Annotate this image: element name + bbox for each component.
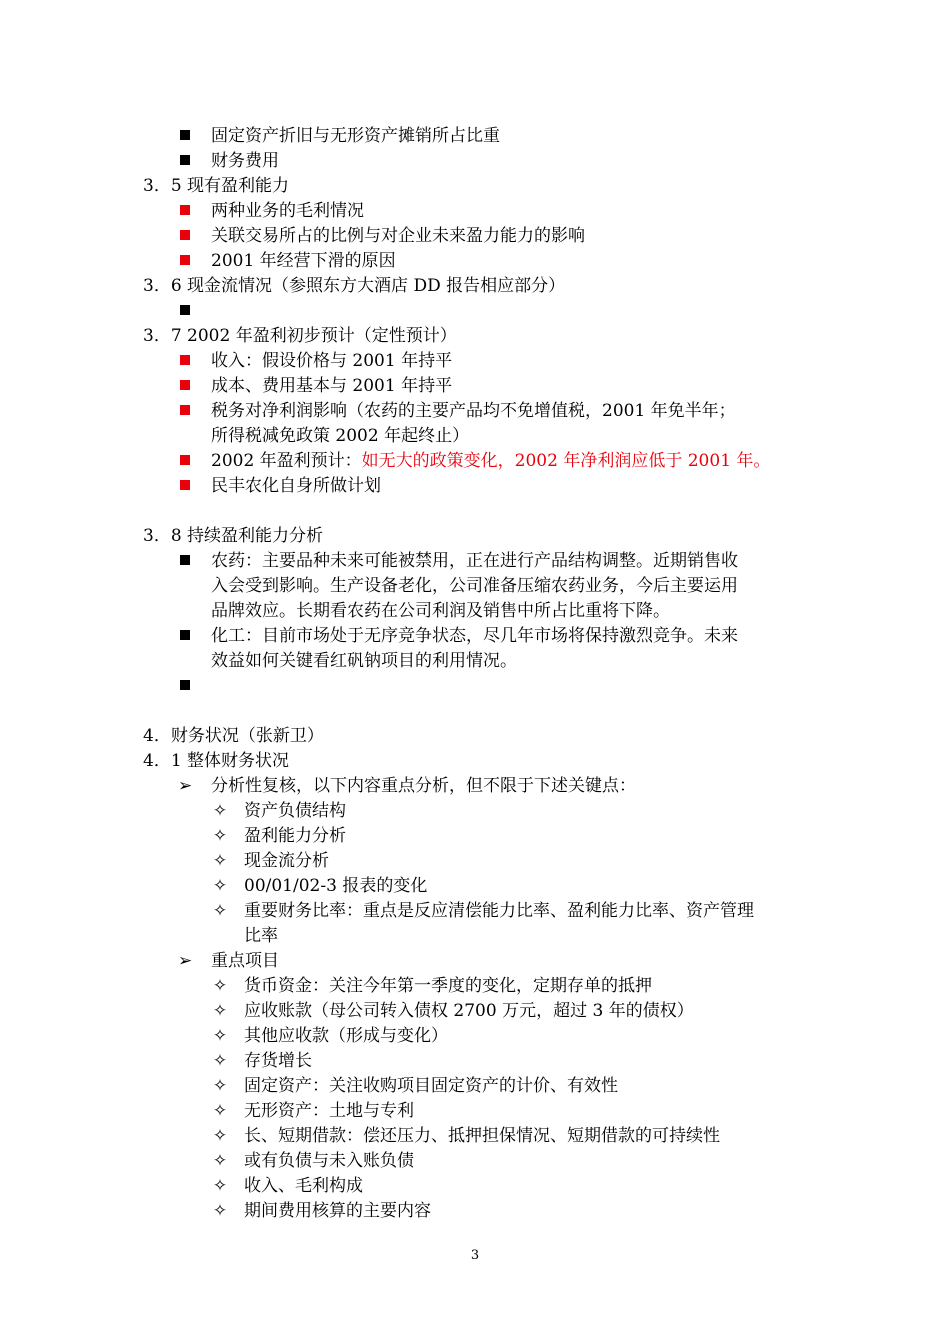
list-item-text — [211, 624, 738, 649]
list-item-text — [244, 999, 694, 1024]
list-item-text — [211, 199, 364, 224]
list-item-text — [211, 474, 381, 499]
list-item — [0, 1199, 950, 1224]
item-text: 固定资产折旧与无形资产摊销所占比重 — [211, 126, 500, 146]
diamond-star-bullet-icon: ✧ — [212, 1126, 228, 1146]
list-item — [0, 474, 950, 499]
diamond-star-bullet-icon: ✧ — [212, 1151, 228, 1171]
list-item-text — [211, 349, 452, 374]
section-heading: 4．财务状况（张新卫） — [143, 726, 324, 746]
red-square-bullet-icon — [178, 199, 192, 224]
item-text: 所得税减免政策 2002 年起终止） — [211, 426, 470, 446]
list-item — [0, 949, 950, 974]
page-number: 3 — [470, 1248, 480, 1263]
list-item-text — [211, 549, 738, 574]
red-square-bullet-icon — [178, 224, 192, 249]
item-text: 农药：主要品种未来可能被禁用，正在进行产品结构调整。近期销售收 — [211, 551, 738, 571]
section-heading: 3．5 现有盈利能力 — [143, 176, 290, 196]
list-item-text — [244, 974, 652, 999]
list-item-text — [244, 1049, 312, 1074]
list-item — [0, 1149, 950, 1174]
list-item — [0, 974, 950, 999]
list-item — [0, 849, 950, 874]
item-text: 成本、费用基本与 2001 年持平 — [211, 376, 453, 396]
item-text: 或有负债与未入账负债 — [244, 1151, 414, 1171]
list-item — [0, 799, 950, 824]
item-text: 化工：目前市场处于无序竞争状态，尽几年市场将保持激烈竞争。未来 — [211, 626, 738, 646]
arrow-bullet-icon: ➢ — [178, 951, 193, 971]
list-item — [0, 674, 950, 699]
item-text: 税务对净利润影响（农药的主要产品均不免增值税，2001 年免半年； — [211, 401, 736, 421]
list-item — [0, 1074, 950, 1099]
blank-line — [0, 499, 950, 524]
item-text: 效益如何关键看红矾钠项目的利用情况。 — [211, 651, 517, 671]
highlighted-red-text: 如无大的政策变化，2002 年净利润应低于 2001 年。 — [361, 451, 771, 471]
list-item-text — [211, 424, 469, 449]
square-bullet-icon — [178, 674, 192, 699]
list-item-continuation — [0, 924, 950, 949]
section-heading: 3．7 2002 年盈利初步预计（定性预计） — [143, 326, 457, 346]
list-item-text — [244, 1124, 720, 1149]
list-item — [0, 224, 950, 249]
item-text: 无形资产：土地与专利 — [244, 1101, 414, 1121]
red-square-bullet-icon — [178, 399, 192, 424]
item-text: 分析性复核，以下内容重点分析，但不限于下述关键点： — [211, 776, 636, 796]
red-square-bullet-icon — [178, 449, 192, 474]
square-bullet-icon — [178, 624, 192, 649]
list-item-text — [244, 849, 329, 874]
square-bullet-icon — [178, 149, 192, 174]
red-square-bullet-icon — [178, 474, 192, 499]
square-bullet-icon — [178, 124, 192, 149]
document-body — [0, 124, 950, 1224]
list-item-text — [211, 449, 770, 474]
diamond-star-bullet-icon: ✧ — [212, 801, 228, 821]
item-text: 现金流分析 — [244, 851, 329, 871]
item-text: 财务费用 — [211, 151, 279, 171]
list-item-text — [244, 874, 427, 899]
list-item — [0, 774, 950, 799]
list-item-text — [244, 1099, 414, 1124]
list-item-text — [211, 599, 670, 624]
list-item — [0, 299, 950, 324]
diamond-star-bullet-icon: ✧ — [212, 876, 228, 896]
list-item-text — [244, 1149, 414, 1174]
diamond-star-bullet-icon: ✧ — [212, 851, 228, 871]
list-item — [0, 399, 950, 424]
blank-line — [0, 699, 950, 724]
diamond-star-bullet-icon: ✧ — [212, 976, 228, 996]
list-item — [0, 1174, 950, 1199]
diamond-star-bullet-icon: ✧ — [212, 1001, 228, 1021]
list-item-continuation — [0, 599, 950, 624]
item-text: 两种业务的毛利情况 — [211, 201, 364, 221]
list-item — [0, 1099, 950, 1124]
list-item-text — [244, 824, 346, 849]
list-item-text — [244, 799, 346, 824]
item-text: 2001 年经营下滑的原因 — [211, 251, 396, 271]
section-heading: 3．8 持续盈利能力分析 — [143, 526, 324, 546]
list-item-continuation — [0, 574, 950, 599]
list-item-text — [244, 1024, 448, 1049]
list-item — [0, 624, 950, 649]
red-square-bullet-icon — [178, 374, 192, 399]
list-item-text — [244, 1174, 363, 1199]
item-text: 存货增长 — [244, 1051, 312, 1071]
item-text: 品牌效应。长期看农药在公司利润及销售中所占比重将下降。 — [211, 601, 670, 621]
square-bullet-icon — [178, 549, 192, 574]
list-item-text — [244, 924, 278, 949]
diamond-star-bullet-icon: ✧ — [212, 1026, 228, 1046]
item-text: 重要财务比率：重点是反应清偿能力比率、盈利能力比率、资产管理 — [244, 901, 754, 921]
item-text: 收入：假设价格与 2001 年持平 — [211, 351, 453, 371]
list-item — [0, 999, 950, 1024]
list-item — [0, 1049, 950, 1074]
item-text: 比率 — [244, 926, 278, 946]
item-text: 长、短期借款：偿还压力、抵押担保情况、短期借款的可持续性 — [244, 1126, 720, 1146]
list-item-text — [211, 649, 517, 674]
list-item — [0, 1024, 950, 1049]
list-item — [0, 449, 950, 474]
list-item — [0, 549, 950, 574]
list-item-continuation — [0, 424, 950, 449]
diamond-star-bullet-icon: ✧ — [212, 901, 228, 921]
list-item — [0, 349, 950, 374]
item-text: 民丰农化自身所做计划 — [211, 476, 381, 496]
section-heading: 4．1 整体财务状况 — [143, 751, 290, 771]
item-text: 入会受到影响。生产设备老化，公司准备压缩农药业务，今后主要运用 — [211, 576, 738, 596]
square-bullet-icon — [178, 299, 192, 324]
item-text: 00/01/02-3 报表的变化 — [244, 876, 428, 896]
diamond-star-bullet-icon: ✧ — [212, 1201, 228, 1221]
list-item — [0, 374, 950, 399]
item-text: 固定资产：关注收购项目固定资产的计价、有效性 — [244, 1076, 618, 1096]
list-item — [0, 899, 950, 924]
diamond-star-bullet-icon: ✧ — [212, 1101, 228, 1121]
item-text: 资产负债结构 — [244, 801, 346, 821]
list-item — [0, 124, 950, 149]
list-item-text — [211, 574, 738, 599]
list-item-text — [211, 374, 452, 399]
diamond-star-bullet-icon: ✧ — [212, 826, 228, 846]
list-item-text — [211, 399, 736, 424]
item-text: 货币资金：关注今年第一季度的变化，定期存单的抵押 — [244, 976, 652, 996]
diamond-star-bullet-icon: ✧ — [212, 1051, 228, 1071]
red-square-bullet-icon — [178, 249, 192, 274]
item-text: 关联交易所占的比例与对企业未来盈力能力的影响 — [211, 226, 585, 246]
diamond-star-bullet-icon: ✧ — [212, 1176, 228, 1196]
list-item — [0, 149, 950, 174]
item-text: 其他应收款（形成与变化） — [244, 1026, 448, 1046]
list-item-text — [211, 774, 636, 799]
list-item — [0, 874, 950, 899]
list-item — [0, 824, 950, 849]
item-text: 2002 年盈利预计： — [211, 451, 362, 471]
section-heading: 3．6 现金流情况（参照东方大酒店 DD 报告相应部分） — [143, 276, 566, 296]
list-item-text — [244, 1074, 618, 1099]
list-item-text — [211, 949, 279, 974]
list-item-continuation — [0, 649, 950, 674]
item-text: 重点项目 — [211, 951, 279, 971]
item-text: 收入、毛利构成 — [244, 1176, 363, 1196]
list-item-text — [244, 1199, 431, 1224]
list-item-text — [211, 149, 279, 174]
list-item — [0, 1124, 950, 1149]
list-item-text — [211, 224, 585, 249]
item-text: 盈利能力分析 — [244, 826, 346, 846]
list-item-text — [211, 124, 500, 149]
arrow-bullet-icon: ➢ — [178, 776, 193, 796]
red-square-bullet-icon — [178, 349, 192, 374]
diamond-star-bullet-icon: ✧ — [212, 1076, 228, 1096]
list-item-text — [211, 249, 396, 274]
list-item — [0, 199, 950, 224]
list-item — [0, 249, 950, 274]
item-text: 期间费用核算的主要内容 — [244, 1201, 431, 1221]
item-text: 应收账款（母公司转入债权 2700 万元，超过 3 年的债权） — [244, 1001, 694, 1021]
list-item-text — [244, 899, 754, 924]
